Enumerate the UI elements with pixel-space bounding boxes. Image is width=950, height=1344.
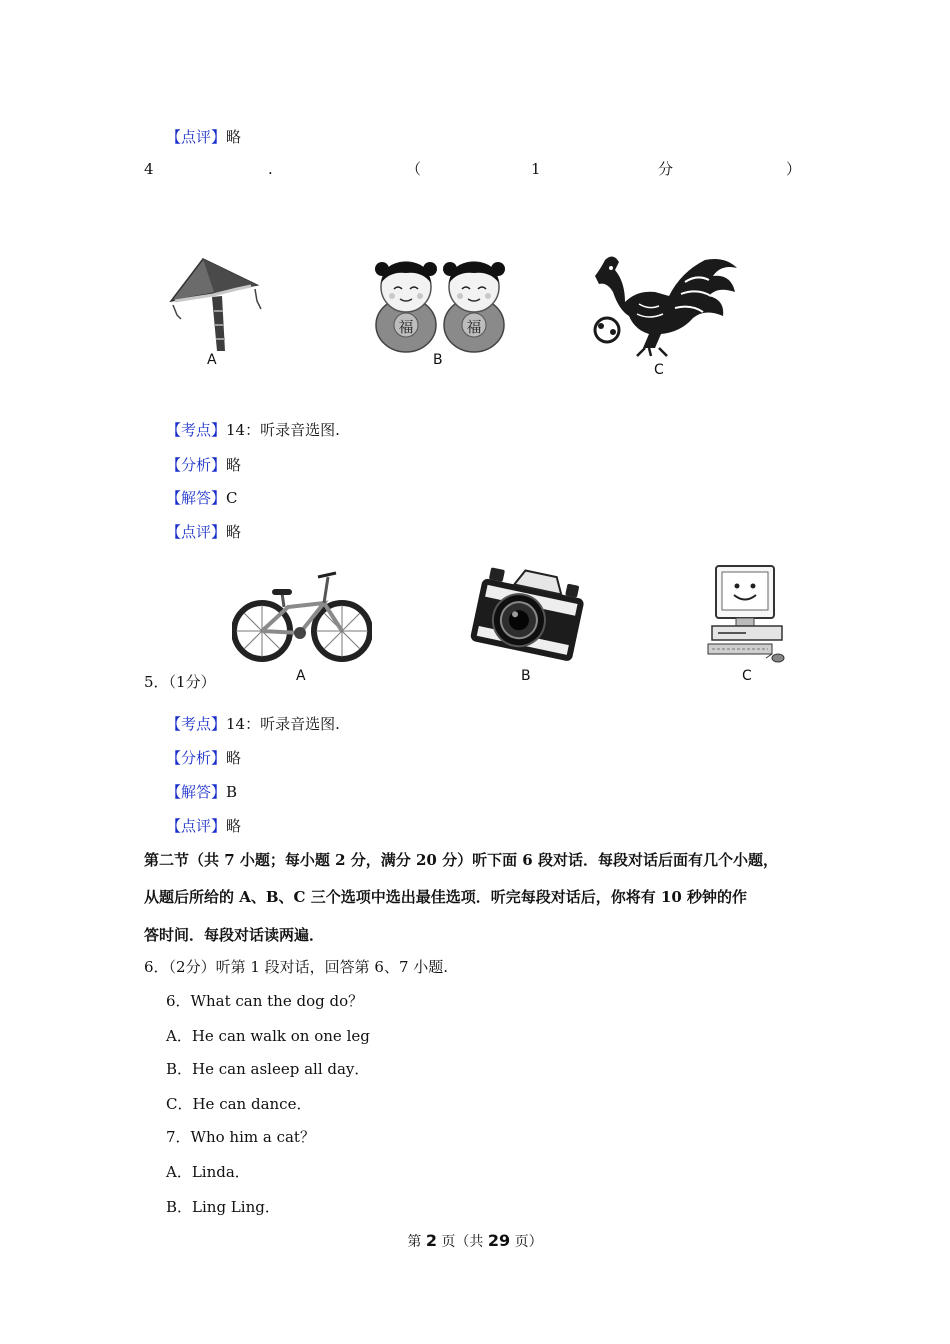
- point-text: 14：听录音选图.: [226, 421, 340, 439]
- analysis-tag: 【分析】: [166, 749, 227, 767]
- computer-image: [706, 562, 788, 672]
- q4-point: [166, 420, 340, 440]
- q3-comment: [166, 127, 241, 147]
- comment-text: 略: [226, 817, 242, 835]
- fu-dolls-image: [372, 255, 508, 355]
- q5-label: 5．（1分）: [144, 673, 216, 691]
- q6-sub6: 6．What can the dog do？: [166, 992, 364, 1010]
- answer-text: C: [226, 489, 238, 507]
- comment-tag: 【点评】: [166, 128, 227, 146]
- q7-sub7: 7．Who him a cat？: [166, 1128, 315, 1146]
- analysis-text: 略: [226, 456, 242, 474]
- q7-option-b: B．Ling Ling．: [166, 1198, 280, 1216]
- point-tag: 【考点】: [166, 421, 227, 439]
- section2-line1: 第二节（共 7 小题；每小题 2 分，满分 20 分）听下面 6 段对话．每段对话后面有几个小题，: [144, 851, 778, 869]
- comment-text: 略: [226, 523, 242, 541]
- q5-analysis: [166, 748, 241, 768]
- kite-image: [165, 255, 270, 355]
- q5-point: [166, 714, 340, 734]
- analysis-tag: 【分析】: [166, 456, 227, 474]
- q6-option-c: C．He can dance．: [166, 1095, 312, 1113]
- comment-text: 略: [226, 128, 242, 146]
- q4-answer: [166, 488, 238, 508]
- q7-option-a: A．Linda．: [166, 1163, 250, 1181]
- q4-dot: .: [268, 160, 273, 178]
- q6-label: 6．（2分）听第 1 段对话，回答第 6、7 小题.: [144, 958, 449, 976]
- q4-option-a: A: [207, 352, 217, 368]
- q5-option-b: B: [521, 668, 531, 684]
- fu-char-right: 福: [466, 318, 482, 336]
- q4-comment: [166, 522, 241, 542]
- q4-option-c: C: [654, 362, 664, 378]
- answer-tag: 【解答】: [166, 489, 227, 507]
- q6-option-a: A．He can walk on one leg: [166, 1027, 370, 1045]
- q4-lparen: （: [406, 160, 422, 178]
- footer-mid: 页（共: [436, 1234, 488, 1250]
- comment-tag: 【点评】: [166, 817, 227, 835]
- q4-rparen: ）: [786, 160, 802, 178]
- q6-option-b: B．He can asleep all day．: [166, 1060, 370, 1078]
- footer-pre: 第: [407, 1234, 426, 1250]
- q5-comment: [166, 816, 241, 836]
- section2-line3: 答时间．每段对话读两遍．: [144, 926, 325, 944]
- q4-number: 4: [144, 160, 154, 178]
- point-text: 14：听录音选图.: [226, 715, 340, 733]
- bicycle-image: [232, 567, 372, 667]
- q4-option-b: B: [433, 352, 443, 368]
- q5-option-c: C: [742, 668, 752, 684]
- footer-post: 页）: [510, 1234, 543, 1250]
- q4-analysis: [166, 455, 241, 475]
- q4-unit: 分: [658, 160, 674, 178]
- comment-tag: 【点评】: [166, 523, 227, 541]
- page-footer: [0, 1231, 950, 1251]
- analysis-text: 略: [226, 749, 242, 767]
- point-tag: 【考点】: [166, 715, 227, 733]
- q5-answer: [166, 782, 237, 802]
- q5-option-a: A: [296, 668, 306, 684]
- q4-score: 1: [531, 160, 541, 178]
- fu-char-left: 福: [398, 318, 414, 336]
- section2-line2: 从题后所给的 A、B、C 三个选项中选出最佳选项．听完每段对话后，你将有 10 秒钟的作: [144, 888, 748, 906]
- answer-text: B: [226, 783, 238, 801]
- footer-total-pages: 29: [487, 1231, 511, 1250]
- footer-page-number: 2: [425, 1231, 437, 1250]
- answer-tag: 【解答】: [166, 783, 227, 801]
- rooster-papercut-image: [585, 252, 745, 360]
- camera-image: [468, 562, 588, 670]
